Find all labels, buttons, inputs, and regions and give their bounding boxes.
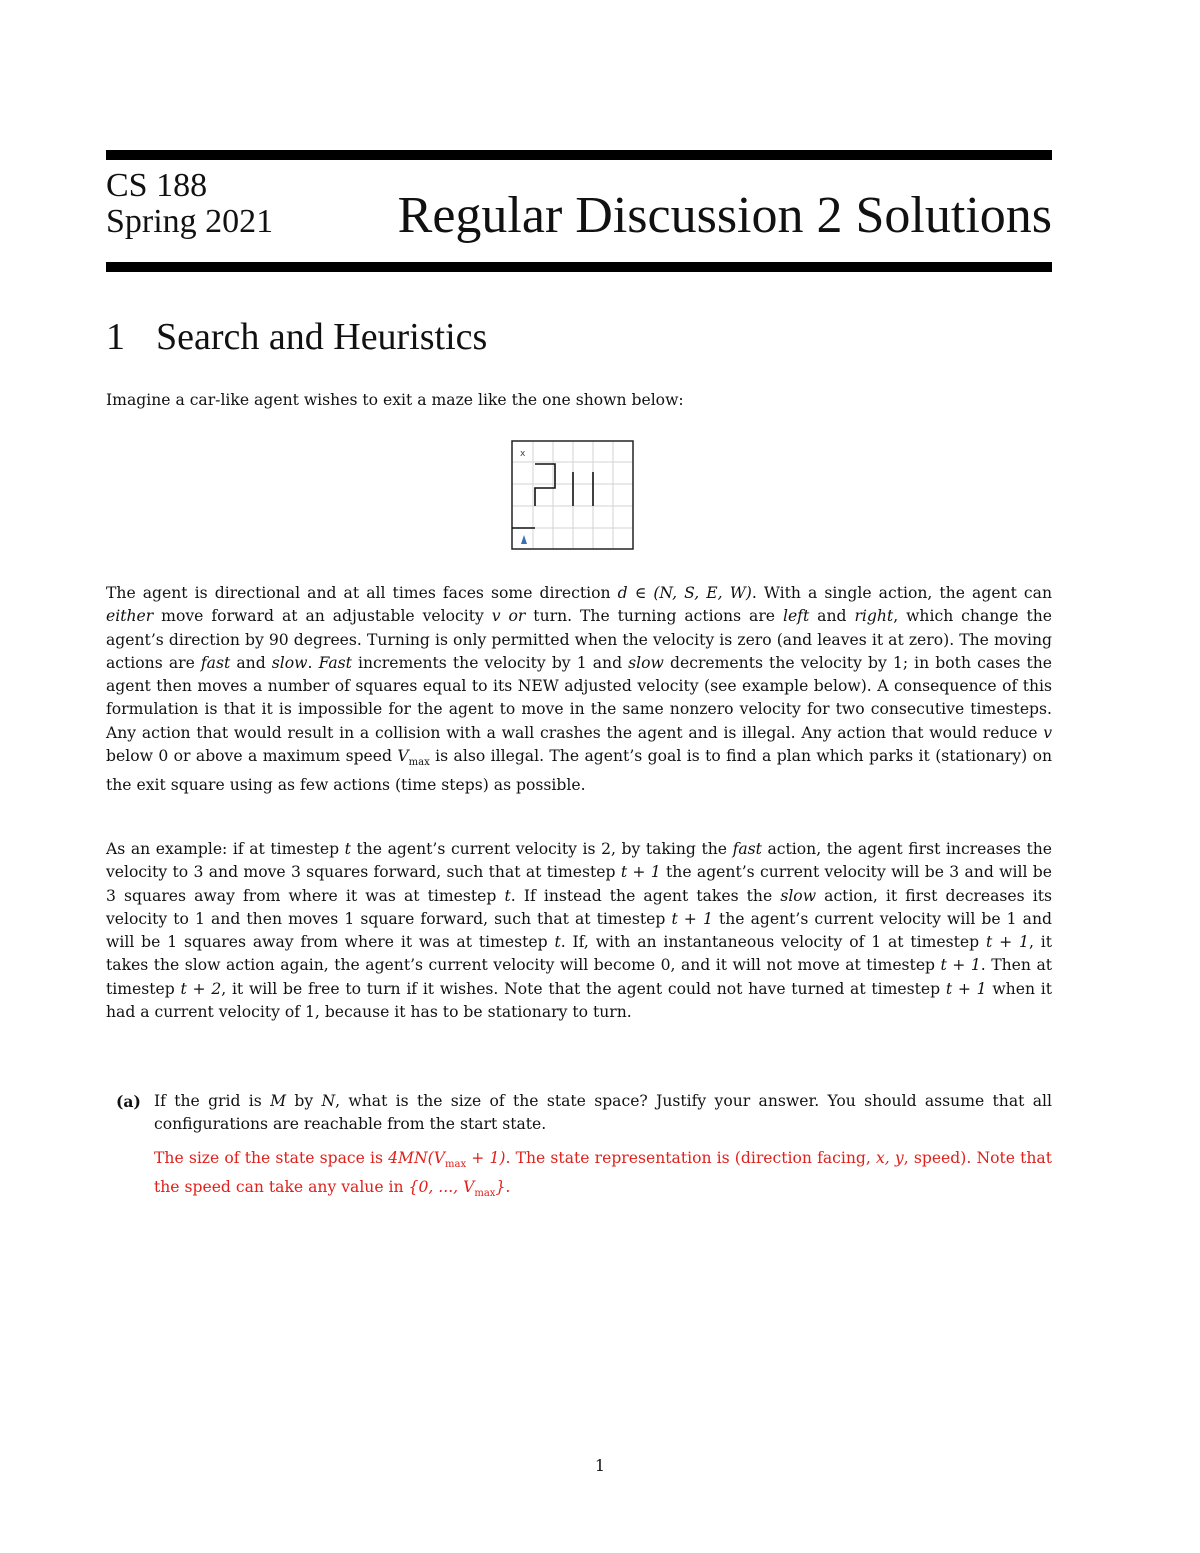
maze-diagram — [511, 440, 634, 550]
header-rule-top — [106, 150, 1052, 160]
page-number: 1 — [594, 1456, 606, 1475]
part-a-label: (a) — [116, 1092, 141, 1111]
part-a-answer: The size of the state space is $4MN(V_{max} + 1)$. The state representation is (direction facing, x, y, speed). Note that the speed can take any value in {0, ..., $V_{max}$}. — [154, 1148, 1052, 1200]
example-paragraph: As an example: if at timestep t the agent’s current velocity is 2, by taking the fast action, the agent first increases the velocity to 3 and move 3 squares forward, such that at timestep t + 1 the agent’s current velocity will be 3 and will be 3 squares away from where it was at timestep t. If instead the agent takes the slow action, it first decreases its velocity to 1 and then moves 1 square forward, such that at timestep t + 1 the agent’s current velocity will be 1 and will be 1 squares away from where it was at timestep t. If, with an instantaneous velocity of 1 at timestep t + 1, it takes the slow action again, the agent’s current velocity will become 0, and it will not move at timestep t + 1. Then at timestep t + 2, it will be free to turn if it wishes. Note that the agent could not have turned at timestep t + 1 when it had a current velocity of 1, because it has to be stationary to turn. — [106, 840, 1053, 1022]
exit-marker: x — [520, 449, 526, 459]
document-title: Regular Discussion 2 Solutions — [397, 187, 1052, 244]
header-rule-bottom — [106, 262, 1052, 272]
section-title: Search and Heuristics — [156, 316, 488, 358]
section-number: 1 — [106, 316, 125, 358]
maze-figure — [511, 440, 634, 550]
section-heading — [106, 312, 487, 362]
intro-paragraph: Imagine a car-like agent wishes to exit a maze like the one shown below: — [106, 391, 684, 409]
course-term: Spring 2021 — [106, 203, 274, 240]
agent-description-paragraph: The agent is directional and at all times faces some direction d ∈ (N, S, E, W). With a single action, the agent can either move forward at an adjustable velocity v or turn. The turning actions are left and right, which change the agent’s direction by 90 degrees. Turning is only permitted when the velocity is zero (and leaves it at zero). The moving actions are fast and slow. Fast increments the velocity by 1 and slow decrements the velocity by 1; in both cases the agent then moves a number of squares equal to its NEW adjusted velocity (see example below). A consequence of this formulation is that it is impossible for the agent to move in the same nonzero velocity for two consecutive timesteps. Any action that would result in a collision with a wall crashes the agent and is illegal. Any action that would reduce v below 0 or above a maximum speed $V_{max}$ is also illegal. The agent’s goal is to find a plan which parks it (stationary) on the exit square using as few actions (time steps) as possible. — [106, 584, 1053, 795]
course-info — [106, 168, 273, 240]
part-a-question: If the grid is M by N, what is the size of the state space? Justify your answer. You should assume that all configurations are reachable from the start state. — [154, 1092, 1052, 1134]
car-agent-icon — [521, 535, 527, 544]
course-code: CS 188 — [106, 167, 208, 204]
question-part-a — [116, 1090, 1052, 1205]
